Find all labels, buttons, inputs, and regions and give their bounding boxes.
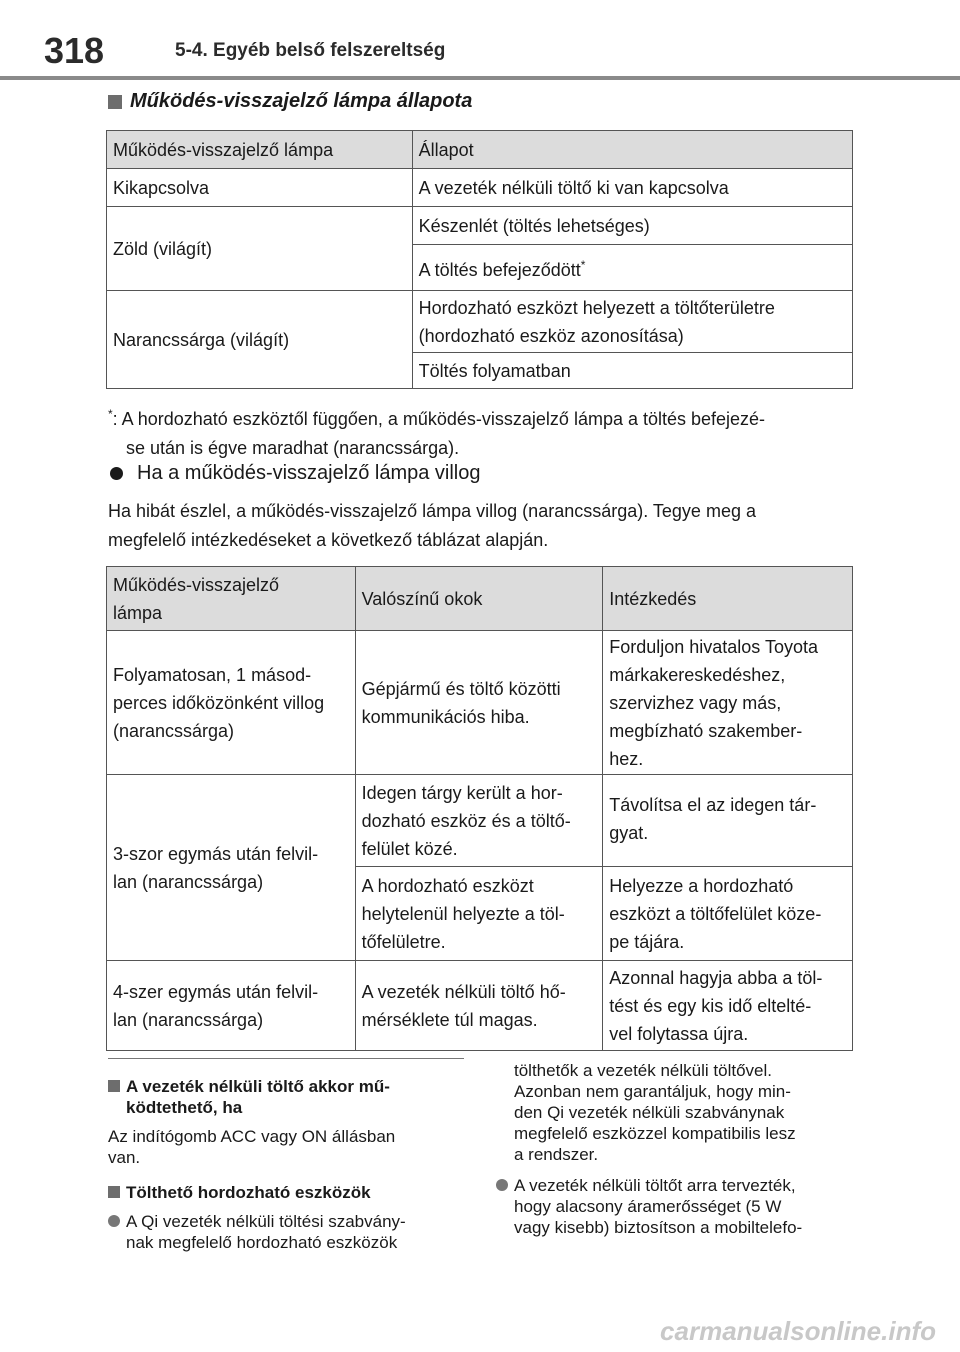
list-item-line: A vezeték nélküli töltőt arra tervezték,	[514, 1176, 796, 1195]
cell-text: Helyezze a hordozható	[609, 875, 794, 896]
cell-text: márkakereskedéshez,	[609, 664, 786, 685]
paragraph	[108, 497, 853, 555]
table-cell: Kikapcsolva	[107, 169, 413, 207]
cell-text: dozható eszköz és a töltő-	[361, 810, 571, 831]
table-header-row	[107, 567, 853, 631]
table-header-cell	[107, 567, 356, 631]
cell-text: felület közé.	[361, 838, 458, 859]
list-item-line: A Qi vezeték nélküli töltési szabvány-	[126, 1212, 406, 1231]
right-column	[496, 1060, 854, 1246]
subsection-title-line: Tölthető hordozható eszközök	[126, 1183, 371, 1202]
cell-text: lan (narancssárga)	[113, 1009, 264, 1030]
table-cell	[107, 775, 356, 961]
table-cell	[603, 867, 853, 961]
cell-text: mérséklete túl magas.	[361, 1009, 538, 1030]
table-cell	[355, 631, 603, 775]
table-cell: A vezeték nélküli töltő ki van kapcsolva	[412, 169, 852, 207]
paragraph-line: megfelelő intézkedéseket a következő táblázat alapján.	[108, 530, 549, 550]
table-row	[107, 631, 853, 775]
cell-text: szervizhez vagy más,	[609, 692, 782, 713]
footnote	[108, 400, 848, 463]
list-item-line: nak megfelelő hordozható eszközök	[126, 1233, 398, 1252]
page-header	[0, 0, 960, 80]
table-cell	[412, 291, 852, 353]
paragraph-line: tölthetők a vezeték nélküli töltővel.	[514, 1061, 772, 1080]
square-bullet-icon	[108, 95, 122, 109]
table-header-cell: Működés-visszajelző lámpa	[107, 131, 413, 169]
cell-text: A töltés befejeződött	[418, 260, 581, 280]
paragraph	[108, 1126, 464, 1168]
watermark: carmanualsonline.info	[660, 1316, 936, 1346]
round-bullet-icon	[110, 467, 123, 480]
table-cell: Készenlét (töltés lehetséges)	[412, 207, 852, 245]
paragraph-line: Ha hibát észlel, a működés-visszajelző lámpa villog (narancssárga). Tegye meg a	[108, 501, 756, 521]
header-rule	[0, 76, 960, 80]
table-cell: Narancssárga (világít)	[107, 291, 413, 389]
cell-text: tést és egy kis idő eltelté-	[609, 995, 812, 1016]
footnote-marker: *	[108, 407, 113, 421]
cell-text: Gépjármű és töltő közötti	[361, 678, 561, 699]
table-cell	[107, 631, 356, 775]
circle-bullet-icon	[108, 1215, 120, 1227]
paragraph-line: den Qi vezeték nélküli szabványnak	[514, 1103, 785, 1122]
left-column	[108, 1076, 464, 1261]
cell-text: lan (narancssárga)	[113, 871, 264, 892]
table-header-row	[107, 131, 853, 169]
cell-text: tőfelületre.	[361, 931, 446, 952]
table-row	[107, 775, 853, 867]
cell-text: kommunikációs hiba.	[361, 706, 530, 727]
footnote-marker: *	[580, 258, 586, 272]
page-number: 318	[44, 30, 105, 71]
cell-text: Idegen tárgy került a hor-	[361, 782, 563, 803]
section-title-lamp-status	[108, 90, 472, 113]
table-header-cell: Állapot	[412, 131, 852, 169]
paragraph-line: megfelelő eszközzel kompatibilis lesz	[514, 1124, 796, 1143]
paragraph-line: a rendszer.	[514, 1145, 599, 1164]
cell-text: Működés-visszajelző	[113, 574, 280, 595]
paragraph-line: van.	[108, 1148, 141, 1167]
table-cell	[107, 961, 356, 1051]
cell-text: (hordozható eszköz azonosítása)	[418, 325, 684, 346]
table-cell	[355, 867, 603, 961]
square-bullet-icon	[108, 1080, 120, 1092]
cell-text: Hordozható eszközt helyezett a töltőterületre	[418, 297, 775, 318]
table-row	[107, 169, 853, 207]
table-row	[107, 291, 853, 353]
paragraph-line: Az indítógomb ACC vagy ON állásban	[108, 1127, 396, 1146]
cell-text: A hordozható eszközt	[361, 875, 534, 896]
cell-text: vel folytassa újra.	[609, 1023, 749, 1044]
circle-bullet-icon	[496, 1179, 508, 1191]
cell-text: eszközt a töltőfelület köze-	[609, 903, 822, 924]
table-row	[107, 207, 853, 245]
table-cell: Zöld (világít)	[107, 207, 413, 291]
section-title-text: Ha a működés-visszajelző lámpa villog	[137, 462, 481, 484]
cell-text: Forduljon hivatalos Toyota	[609, 636, 818, 657]
table-cell: Töltés folyamatban	[412, 353, 852, 389]
cell-text: lámpa	[113, 602, 163, 623]
section-title-blinking	[110, 462, 480, 485]
section-title-text: Működés-visszajelző lámpa állapota	[130, 90, 473, 112]
lamp-status-table	[106, 130, 853, 389]
paragraph-continued	[496, 1060, 854, 1165]
cell-text: perces időközönként villog	[113, 692, 325, 713]
cell-text: Távolítsa el az idegen tár-	[609, 795, 817, 815]
table-cell	[603, 631, 853, 775]
cell-text: 4-szer egymás után felvil-	[113, 981, 319, 1002]
blinking-table	[106, 566, 853, 1051]
column-divider	[108, 1058, 464, 1059]
cell-text: gyat.	[609, 823, 649, 843]
cell-text: Azonnal hagyja abba a töl-	[609, 967, 823, 988]
table-cell	[603, 775, 853, 867]
cell-text: hez.	[609, 748, 644, 769]
cell-text: Folyamatosan, 1 másod-	[113, 664, 312, 685]
subsection-title-line: A vezeték nélküli töltő akkor mű-	[126, 1077, 390, 1096]
square-bullet-icon	[108, 1186, 120, 1198]
list-item	[108, 1211, 464, 1253]
list-item	[496, 1175, 854, 1238]
cell-text: 3-szor egymás után felvil-	[113, 843, 319, 864]
subsection-title-line: ködtethető, ha	[126, 1098, 243, 1117]
cell-text: (narancssárga)	[113, 720, 235, 741]
table-cell	[355, 775, 603, 867]
table-header-cell: Intézkedés	[603, 567, 853, 631]
table-cell	[603, 961, 853, 1051]
table-row	[107, 961, 853, 1051]
paragraph-line: Azonban nem garantáljuk, hogy min-	[514, 1082, 791, 1101]
subsection-title	[108, 1076, 464, 1118]
list-item-line: vagy kisebb) biztosítson a mobiltelefo-	[514, 1218, 803, 1237]
list-item-line: hogy alacsony áramerősséget (5 W	[514, 1197, 782, 1216]
table-cell	[412, 245, 852, 291]
table-header-cell: Valószínű okok	[355, 567, 603, 631]
subsection-title	[108, 1182, 464, 1203]
cell-text: A vezeték nélküli töltő hő-	[361, 981, 566, 1002]
table-cell	[355, 961, 603, 1051]
footnote-line: se után is égve maradhat (narancssárga).	[126, 438, 460, 458]
cell-text: megbízható szakember-	[609, 720, 803, 741]
chapter-title: 5-4. Egyéb belső felszereltség	[175, 40, 446, 61]
cell-text: pe tájára.	[609, 931, 685, 952]
footnote-line: : A hordozható eszköztől függően, a működés-visszajelző lámpa a töltés befejezé-	[112, 409, 766, 429]
cell-text: helytelenül helyezte a töl-	[361, 903, 565, 924]
